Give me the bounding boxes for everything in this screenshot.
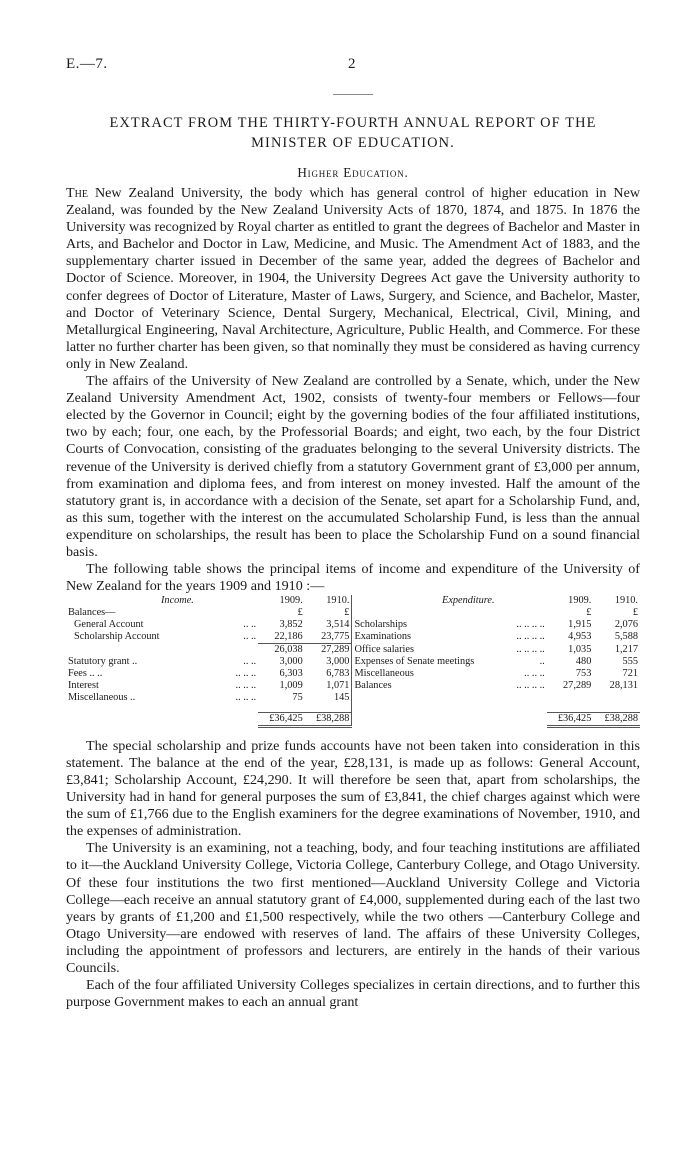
general-account-1910: 3,514	[326, 619, 350, 631]
balances-subtotal-1910: 27,289	[305, 644, 352, 657]
interest-1909: 1,009	[279, 680, 303, 692]
income-expenditure-table	[66, 595, 640, 728]
table-row: Fees .. .. .. .. .. 6,303 6,783 Miscellaneous .. .. .. 753 721	[68, 668, 638, 680]
paragraph-1-text: New Zealand University, the body which has general control of higher education in New Zealand, was founded by the New Zealand University Acts of 1870, 1874, and 1875. In 1876 the University was recognized by Royal charter as entitled to grant the degrees of Bachelor and Master in Arts, and Bachelor and Doctor in Law, Medicine, and Music. The Amendment Act of 1883, and the supplementary charter issued in December of the same year, added the degrees of Bachelor and Doctor of Science. Moreover, in 1904, the University Degrees Act gave the University authority to confer degrees of Doctor of Literature, Master of Laws, Surgery, and Science, and Bachelor, Master, and Doctor of Veterinary Science, Dental Surgery, Mechanical, Electrical, Civil, Mining, and Metallurgical Engineering, Naval Architecture, Agriculture, Public Health, and Commerce. For these latter no further charter has been given, so that nominally they must be considered as having currency only in New Zealand.	[66, 185, 640, 372]
scholarships-1910: 2,076	[614, 619, 638, 631]
expenditure-miscellaneous-1909: 753	[575, 668, 592, 680]
table-row: General Account .. .. 3,852 3,514 Scholarships .. .. .. .. 1,915 2,076	[66, 619, 640, 631]
examinations-1910: 5,588	[614, 631, 638, 643]
expenditure-balances-label: Balances	[352, 680, 507, 692]
paragraph-2: The affairs of the University of New Zealand are controlled by a Senate, which, under the New Zealand University Amendment Act, 1902, consists of twenty-four members or Fellows—four elected by the Governor in Council; eight by the governing bodies of the four affiliated institutions, two by each; four, one each, by the Professorial Boards; and eight, two each, by the four District Courts of Convocation, consisting of the graduates belonging to the several University districts. The revenue of the University is derived chiefly from a statutory Government grant of £3,000 per annum, from examination and diploma fees, and from interest on money invested. Half the amount of the statutory grant is, in accordance with a decision of the Senate, set apart for a Scholarship Fund, and, as this sum, together with the interest on the accumulated Scholarship Fund, is less than the annual expenditure on scholarships, the result has been to place the Scholarship Fund on a sound financial basis.	[66, 373, 640, 560]
currency-symbol: £	[344, 607, 350, 619]
main-title-line-1: EXTRACT FROM THE THIRTY-FOURTH ANNUAL REPORT OF THE	[109, 115, 597, 131]
balances-subtotal-1909: 26,038	[258, 644, 305, 657]
table-heading-row	[66, 595, 640, 607]
general-account-1909: 3,852	[279, 619, 303, 631]
expenditure-total-1909: £36,425	[547, 712, 594, 726]
table-row: 26,038 27,289 Office salaries .. .. .. .. 1,035 1,217	[66, 644, 640, 657]
expenditure-balances-1910: 28,131	[609, 680, 638, 692]
scholarship-account-1909: 22,186	[274, 631, 303, 643]
interest-1910: 1,071	[326, 680, 350, 692]
expenditure-year-1909: 1909.	[568, 595, 592, 607]
main-title-line-2: MINISTER OF EDUCATION.	[251, 135, 455, 151]
income-heading: Income.	[161, 595, 194, 607]
table-row	[66, 704, 640, 712]
table-row: Statutory grant .. .. .. 3,000 3,000 Expenses of Senate meetings .. 480 555	[68, 656, 638, 668]
income-total-1909: £36,425	[258, 712, 305, 726]
office-salaries-1910: 1,217	[614, 643, 638, 655]
report-body	[66, 185, 640, 1011]
table-row	[66, 607, 640, 619]
table-total-row	[66, 712, 640, 726]
expenditure-balances-1909: 27,289	[563, 680, 592, 692]
income-total-1910: £38,288	[305, 712, 352, 726]
expenditure-year-1910: 1910.	[614, 595, 638, 607]
paragraph-6: Each of the four affiliated University Colleges specializes in certain directions, and to further this purpose Government makes to each an annual grant	[66, 977, 640, 1011]
currency-symbol: £	[586, 607, 592, 619]
scholarship-account-1910: 23,775	[321, 631, 350, 643]
senate-meetings-1910: 555	[622, 656, 638, 668]
section-heading: Higher Education.	[297, 165, 409, 180]
office-salaries-1909: 1,035	[568, 643, 592, 655]
report-reference: E.—7.	[66, 56, 108, 72]
paragraph-1	[66, 185, 640, 373]
currency-symbol: £	[297, 607, 303, 619]
header-rule	[333, 94, 373, 95]
table-row: Miscellaneous .. .. .. .. 75 145	[66, 692, 640, 704]
balances-label: Balances—	[68, 607, 116, 619]
statutory-grant-label: Statutory grant ..	[68, 656, 138, 668]
expenditure-heading: Expenditure.	[352, 595, 507, 607]
page-number: 2	[348, 56, 356, 72]
page-header	[66, 56, 640, 78]
scholarships-label: Scholarships	[352, 619, 507, 631]
interest-label: Interest	[68, 680, 99, 692]
income-miscellaneous-1910: 145	[333, 692, 350, 704]
senate-meetings-1909: 480	[575, 656, 592, 668]
senate-meetings-label: Expenses of Senate meetings	[352, 656, 507, 668]
main-title	[66, 113, 640, 153]
statutory-grant-1910: 3,000	[326, 656, 350, 668]
income-miscellaneous-label: Miscellaneous ..	[68, 692, 136, 704]
table-row: Scholarship Account .. .. 22,186 23,775 Examinations .. .. .. .. 4,953 5,588	[66, 631, 640, 644]
fees-1909: 6,303	[279, 668, 303, 680]
paragraph-1-lead: The	[66, 185, 88, 201]
table-row: Interest .. .. .. 1,009 1,071 Balances .. .. .. .. 27,289 28,131	[68, 680, 638, 692]
expenditure-miscellaneous-label: Miscellaneous	[352, 668, 507, 680]
currency-symbol: £	[632, 607, 638, 619]
income-year-1909: 1909.	[279, 595, 303, 607]
statutory-grant-1909: 3,000	[279, 656, 303, 668]
scholarship-account-label: Scholarship Account	[74, 631, 160, 643]
general-account-label: General Account	[74, 619, 144, 631]
office-salaries-label: Office salaries	[352, 644, 507, 657]
examinations-label: Examinations	[352, 631, 507, 644]
expenditure-total-1910: £38,288	[593, 712, 640, 726]
paragraph-3: The following table shows the principal items of income and expenditure of the University of New Zealand for the years 1909 and 1910 :—	[66, 561, 640, 595]
examinations-1909: 4,953	[568, 631, 592, 643]
fees-label: Fees .. ..	[68, 668, 103, 680]
scholarships-1909: 1,915	[568, 619, 592, 631]
paragraph-4: The special scholarship and prize funds accounts have not been taken into consideration in this statement. The balance at the end of the year, £28,131, is made up as follows: General Account, £3,841; Scholarship Account, £24,290. It will therefore be seen that, apart from scholarships, the University had in hand for general purposes the sum of £3,841, the chief charges against which were the sum of £1,766 due to the English examiners for the degree examinations of November, 1910, and the expenses of administration.	[66, 737, 640, 840]
income-miscellaneous-1909: 75	[292, 692, 303, 704]
paragraph-5: The University is an examining, not a teaching, body, and four teaching institutions are affiliated to it—the Auckland University College, Victoria College, Canterbury College, and Otago University. Of these four institutions the two first mentioned—Auckland University College and Victoria College—each receive an annual statutory grant of £4,000, supplemented during each of the last two years by grants of £1,200 and £1,500 respectively, while the two others —Canterbury College and Otago University—are endowed with reserves of land. The affairs of these University Colleges, including the appointment of professors and lecturers, are entirely in the hands of their various Councils.	[66, 840, 640, 976]
income-year-1910: 1910.	[326, 595, 350, 607]
expenditure-miscellaneous-1910: 721	[622, 668, 638, 680]
fees-1910: 6,783	[326, 668, 350, 680]
